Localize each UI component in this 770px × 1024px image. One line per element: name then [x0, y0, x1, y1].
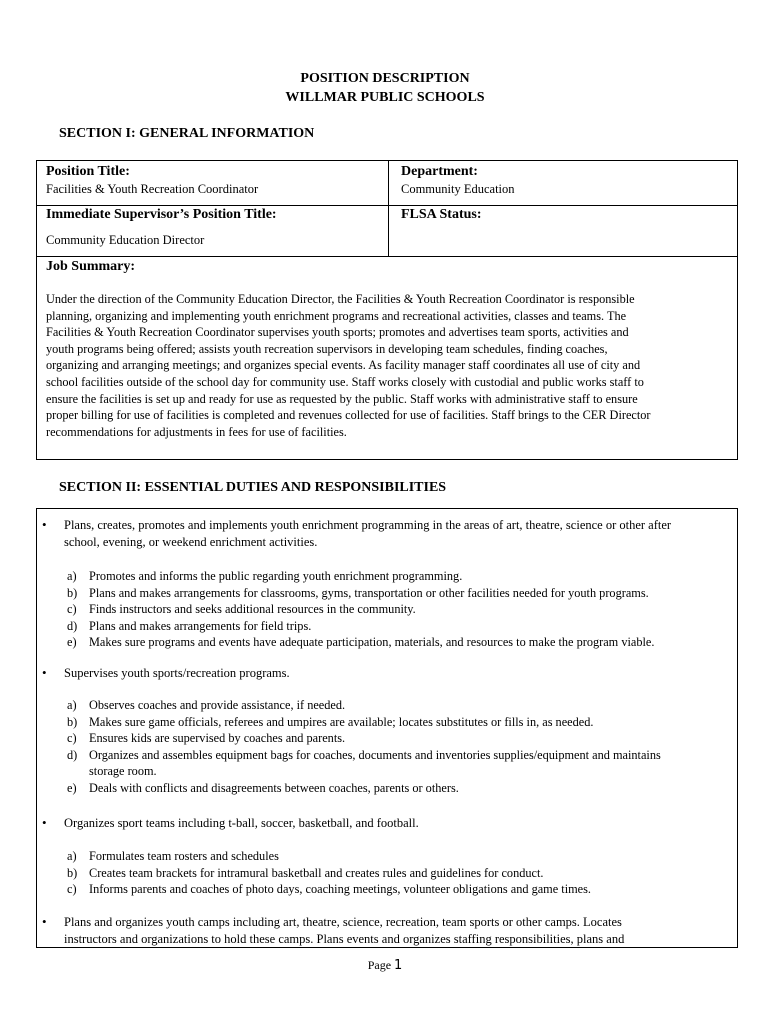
bullet-icon: •: [42, 815, 47, 830]
sub-item-text: Plans and makes arrangements for field trips.: [89, 618, 312, 633]
sub-item: [67, 881, 735, 898]
sub-item-text: Finds instructors and seeks additional resources in the community.: [89, 602, 416, 617]
job-summary-line: recommendations for adjustments in fees for use of facilities.: [46, 424, 347, 439]
section1-heading: SECTION I: GENERAL INFORMATION: [59, 126, 315, 141]
job-summary-text: [46, 291, 726, 440]
sub-item-text: Deals with conflicts and disagreements between coaches, parents or others.: [89, 781, 459, 795]
sub-item: [67, 697, 735, 714]
bullet-icon: •: [42, 665, 47, 680]
duty-4-text: [64, 914, 732, 948]
sub-item: [67, 634, 735, 651]
supervisor-label: Immediate Supervisor’s Position Title:: [46, 207, 277, 222]
sub-item: [67, 585, 735, 602]
sub-item-letter: b): [67, 714, 78, 729]
duty-2-line1: Supervises youth sports/recreation programs.: [64, 666, 290, 680]
sub-item-letter: a): [67, 849, 77, 863]
sub-item-letter: a): [67, 569, 77, 583]
job-summary-line: proper billing for use of facilities is completed and revenues collected for use of facilities. Staff brings to the CER Director: [46, 408, 651, 423]
sub-item: [67, 568, 735, 585]
sub-item-letter: b): [67, 585, 78, 600]
sub-item-letter: d): [67, 618, 78, 633]
sub-item-text: Ensures kids are supervised by coaches and parents.: [89, 731, 346, 746]
page-number: 1: [394, 958, 403, 973]
sub-item-letter: c): [67, 731, 77, 746]
duty-3-line1: Organizes sport teams including t-ball, soccer, basketball, and football.: [64, 816, 419, 830]
table-divider-summary: [37, 256, 737, 257]
sub-item: [67, 763, 735, 780]
position-title-value: Facilities & Youth Recreation Coordinator: [46, 182, 259, 196]
job-summary-line: Under the direction of the Community Education Director, the Facilities & Youth Recreation Coordinator is responsible: [46, 292, 635, 306]
job-summary-line: Facilities & Youth Recreation Coordinator supervises youth sports; promotes and advertises team sports, activities and: [46, 325, 629, 340]
page-footer: [0, 958, 770, 973]
bullet-icon: •: [42, 517, 47, 532]
department-value: Community Education: [401, 182, 515, 196]
sub-item-letter: a): [67, 698, 77, 712]
sub-item-text: Formulates team rosters and schedules: [89, 849, 279, 863]
doc-title-line2: WILLMAR PUBLIC SCHOOLS: [285, 90, 485, 105]
duty-4-line1: Plans and organizes youth camps including art, theatre, science, recreation, team sports or other camps. Locates: [64, 915, 622, 929]
table-divider-left: [37, 205, 388, 206]
sub-item-text: Informs parents and coaches of photo days, coaching meetings, volunteer obligations and game times.: [89, 882, 591, 897]
doc-title-line1: POSITION DESCRIPTION: [300, 71, 470, 86]
job-summary-line: ensure the facilities is set up and ready for use as requested by the public. Staff works with administrative staff to ensure: [46, 391, 638, 406]
duty-1-line2: school, evening, or weekend enrichment activities.: [64, 535, 318, 549]
job-summary-label: Job Summary:: [46, 259, 136, 274]
sub-item: [67, 618, 735, 635]
sub-item: [67, 848, 735, 865]
sub-item: [67, 747, 735, 764]
sub-item-text: Organizes and assembles equipment bags for coaches, documents and inventories supplies/equipment and maintains: [89, 747, 661, 762]
sub-item: [67, 865, 735, 882]
sub-item-letter: c): [67, 602, 77, 617]
sub-item-text: Makes sure programs and events have adequate participation, materials, and resources to make the program viable.: [89, 635, 655, 650]
job-summary-line: youth programs being offered; assists youth recreation supervisors in developing team schedules, finding coaches,: [46, 341, 608, 356]
duty-1-text: [64, 517, 732, 551]
sub-item: [67, 730, 735, 747]
sub-item-text: Creates team brackets for intramural basketball and creates rules and guidelines for conduct.: [89, 865, 544, 880]
sub-item-letter: c): [67, 882, 77, 897]
duties-box: [36, 508, 738, 948]
sub-item-letter: d): [67, 747, 78, 762]
sub-item-text: storage room.: [89, 764, 157, 779]
bullet-icon: •: [42, 914, 47, 929]
job-summary-line: organizing and arranging meetings; and organizes special events. As facility manager staff coordinates all use of city and: [46, 358, 641, 373]
sub-item-text: Plans and makes arrangements for classrooms, gyms, transportation or other facilities needed for youth programs.: [89, 585, 649, 600]
position-title-label: Position Title:: [46, 164, 130, 179]
sub-item-letter: e): [67, 635, 77, 650]
table-divider-right: [388, 205, 737, 206]
sub-item-text: Promotes and informs the public regarding youth enrichment programming.: [89, 569, 463, 583]
sub-item-text: Makes sure game officials, referees and umpires are available; locates substitutes or fills in, as needed.: [89, 714, 594, 729]
job-summary-line: planning, organizing and implementing youth enrichment programs and recreational activities, classes and teams. The: [46, 308, 627, 323]
section2-heading: SECTION II: ESSENTIAL DUTIES AND RESPONSIBILITIES: [59, 480, 447, 495]
sub-item-letter: e): [67, 781, 77, 795]
job-summary-line: school facilities outside of the school day for community use. Staff works closely with custodial and public works staff to: [46, 374, 644, 389]
table-divider-vertical: [388, 161, 389, 256]
duty-4-line2: instructors and organizations to hold these camps. Plans events and organizes staffing responsibilities, plans and: [64, 932, 625, 946]
sub-item: [67, 780, 735, 797]
duty-1-line1: Plans, creates, promotes and implements youth enrichment programming in the areas of art, theatre, science or other after: [64, 518, 672, 532]
sub-item: [67, 714, 735, 731]
sub-item-letter: b): [67, 865, 78, 880]
flsa-label: FLSA Status:: [401, 207, 482, 222]
supervisor-value: Community Education Director: [46, 233, 205, 247]
sub-item: [67, 601, 735, 618]
department-label: Department:: [401, 164, 478, 179]
general-info-table: [36, 160, 738, 460]
page-label: Page: [367, 958, 392, 972]
sub-item-text: Observes coaches and provide assistance, if needed.: [89, 698, 346, 712]
